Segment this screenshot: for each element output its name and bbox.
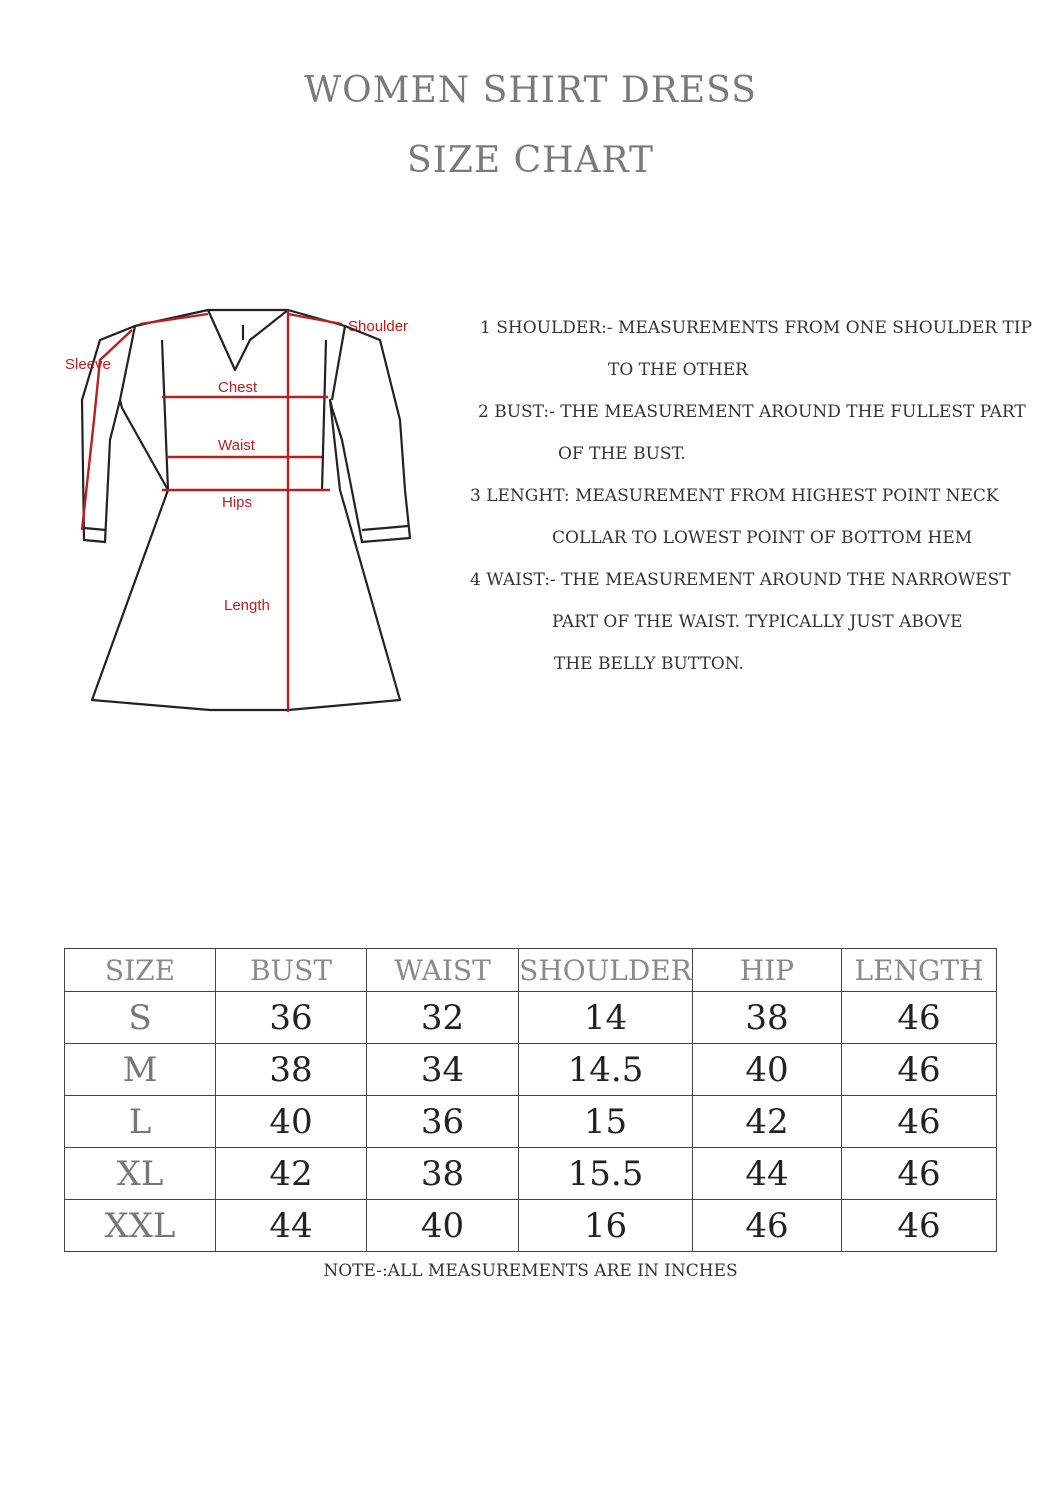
table-cell: 40: [367, 1200, 519, 1252]
table-row: [65, 1044, 997, 1096]
note-line: PART OF THE WAIST. TYPICALLY JUST ABOVE: [552, 612, 963, 632]
dress-diagram: [60, 300, 440, 720]
hips-label: Hips: [222, 494, 253, 511]
note-line: 1 SHOULDER:- MEASUREMENTS FROM ONE SHOULDER TIP: [480, 318, 1033, 338]
table-cell: S: [65, 992, 216, 1044]
table-cell: 46: [842, 1148, 997, 1200]
column-header: HIP: [693, 949, 842, 992]
shoulder-line-right: [288, 314, 342, 324]
chest-label: Chest: [218, 379, 258, 396]
table-cell: 40: [693, 1044, 842, 1096]
column-header: SIZE: [65, 949, 216, 992]
table-cell: 14.5: [519, 1044, 693, 1096]
table-cell: 32: [367, 992, 519, 1044]
table-cell: 44: [216, 1200, 367, 1252]
waist-label: Waist: [218, 437, 255, 454]
table-cell: 46: [842, 992, 997, 1044]
column-header: LENGTH: [842, 949, 997, 992]
table-cell: 44: [693, 1148, 842, 1200]
measurement-lines: [82, 310, 342, 712]
table-cell: 38: [216, 1044, 367, 1096]
shoulder-label: Shoulder: [348, 318, 409, 335]
table-cell: 38: [367, 1148, 519, 1200]
table-row: [65, 1096, 997, 1148]
table-row: [65, 992, 997, 1044]
sleeve-label: Sleeve: [65, 356, 111, 373]
table-row: [65, 1200, 997, 1252]
table-cell: L: [65, 1096, 216, 1148]
table-cell: 46: [842, 1096, 997, 1148]
column-header: WAIST: [367, 949, 519, 992]
table-cell: XXL: [65, 1200, 216, 1252]
units-note: NOTE-:ALL MEASUREMENTS ARE IN INCHES: [323, 1261, 738, 1281]
note-line: 2 BUST:- THE MEASUREMENT AROUND THE FULLEST PART: [478, 402, 1026, 422]
table-cell: 46: [693, 1200, 842, 1252]
table-cell: 42: [693, 1096, 842, 1148]
table-cell: 46: [842, 1044, 997, 1096]
table-cell: 38: [693, 992, 842, 1044]
table-cell: 15: [519, 1096, 693, 1148]
table-cell: 15.5: [519, 1148, 693, 1200]
page-title: WOMEN SHIRT DRESS: [304, 70, 757, 111]
size-chart-table: [64, 948, 997, 1252]
length-label: Length: [224, 597, 270, 614]
table-cell: 36: [216, 992, 367, 1044]
shoulder-line: [140, 314, 208, 324]
table-cell: 14: [519, 992, 693, 1044]
table-row: [65, 1148, 997, 1200]
table-cell: 36: [367, 1096, 519, 1148]
column-header: SHOULDER: [519, 949, 693, 992]
note-line: COLLAR TO LOWEST POINT OF BOTTOM HEM: [552, 528, 973, 548]
table-cell: 34: [367, 1044, 519, 1096]
table-cell: 40: [216, 1096, 367, 1148]
column-header: BUST: [216, 949, 367, 992]
note-line: THE BELLY BUTTON.: [554, 654, 744, 674]
table-cell: XL: [65, 1148, 216, 1200]
note-line: 3 LENGHT: MEASUREMENT FROM HIGHEST POINT NECK: [470, 486, 999, 506]
page-subtitle: SIZE CHART: [406, 140, 655, 181]
table-cell: 42: [216, 1148, 367, 1200]
note-line: TO THE OTHER: [608, 360, 748, 380]
table-cell: 16: [519, 1200, 693, 1252]
note-line: OF THE BUST.: [558, 444, 686, 464]
table-header-row: [65, 949, 997, 992]
note-line: 4 WAIST:- THE MEASUREMENT AROUND THE NARROWEST: [470, 570, 1011, 590]
table-cell: M: [65, 1044, 216, 1096]
table-cell: 46: [842, 1200, 997, 1252]
